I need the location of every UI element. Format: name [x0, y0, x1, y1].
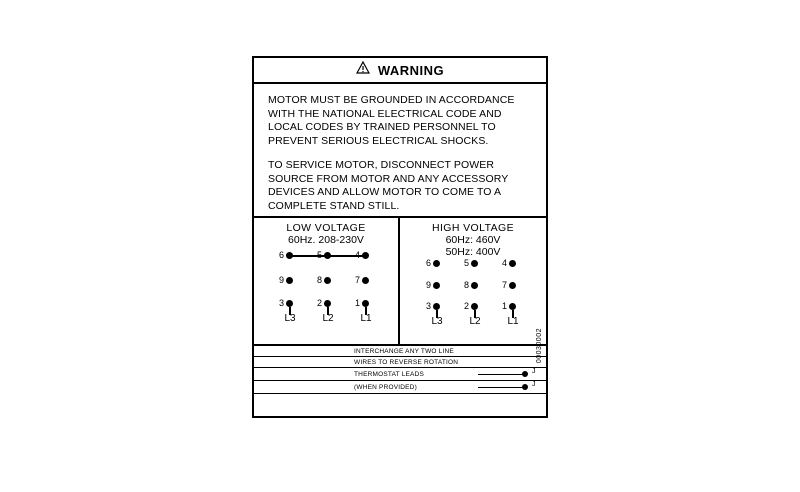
thermostat-lead-wire-2 [478, 383, 540, 391]
leg-label-l3: L3 [284, 313, 296, 324]
footer-note-3: THERMOSTAT LEADS [354, 370, 425, 378]
terminal-label-7: 7 [354, 275, 360, 285]
low-voltage-diagram [254, 218, 400, 344]
footer-note-row-3 [254, 368, 546, 381]
terminal-label-2: 2 [463, 301, 469, 311]
terminal-node-7 [509, 282, 516, 289]
high-voltage-subtitle-2: 50Hz: 400V [445, 246, 501, 258]
terminal-label-3: 3 [278, 298, 284, 308]
lead-line [478, 374, 526, 376]
terminal-node-5 [471, 260, 478, 267]
terminal-node-8 [324, 277, 331, 284]
terminal-label-9: 9 [278, 275, 284, 285]
terminal-node-4 [509, 260, 516, 267]
leg-label-l1: L1 [507, 316, 519, 327]
terminal-node-3 [433, 303, 440, 310]
terminal-node-2 [471, 303, 478, 310]
terminal-label-1: 1 [501, 301, 507, 311]
lead-terminal-dot [522, 371, 528, 377]
leg-label-l2: L2 [322, 313, 334, 324]
warning-paragraph-1: MOTOR MUST BE GROUNDED IN ACCORDANCE WITH THE NATIONAL ELECTRICAL CODE AND LOCAL CODES BY TRAINED PERSONNEL TO PREVENT SERIOUS ELECTRICAL SHOCKS. [268, 94, 515, 147]
terminal-node-6 [433, 260, 440, 267]
terminal-label-9: 9 [425, 280, 431, 290]
low-voltage-title-block [254, 222, 398, 246]
warning-triangle-icon [356, 61, 370, 79]
leg-label-l2: L2 [469, 316, 481, 327]
terminal-label-1: 1 [354, 298, 360, 308]
terminal-label-3: 3 [425, 301, 431, 311]
terminal-label-8: 8 [463, 280, 469, 290]
footer-note-row-2 [254, 357, 546, 368]
terminal-node-9 [286, 277, 293, 284]
lead-terminal-dot [522, 384, 528, 390]
terminal-label-5: 5 [463, 258, 469, 268]
lead-marker-label: J [532, 381, 536, 388]
warning-header [254, 58, 546, 84]
high-voltage-terminal-grid [413, 258, 533, 327]
terminal-label-5: 5 [316, 250, 322, 260]
warning-title: WARNING [377, 62, 445, 78]
high-voltage-subtitle: 60Hz: 460V [445, 234, 501, 246]
terminal-label-2: 2 [316, 298, 322, 308]
terminal-label-4: 4 [501, 258, 507, 268]
low-voltage-terminal-grid [266, 250, 386, 328]
motor-nameplate-label [252, 56, 548, 418]
terminal-label-6: 6 [425, 258, 431, 268]
footer-note-4: (WHEN PROVIDED) [354, 383, 417, 391]
high-voltage-title-block [400, 222, 546, 258]
footer-notes [254, 346, 546, 416]
footer-note-1: INTERCHANGE ANY TWO LINE [354, 347, 454, 355]
high-voltage-title: HIGH VOLTAGE [431, 222, 514, 234]
lead-marker-label: J [532, 368, 536, 375]
warning-paragraph-2: TO SERVICE MOTOR, DISCONNECT POWER SOURCE FROM MOTOR AND ANY ACCESSORY DEVICES AND ALLOW MOTOR TO COME TO A COMPLETE STAND STILL. [268, 159, 509, 212]
terminal-node-7 [362, 277, 369, 284]
terminal-node-6 [286, 252, 293, 259]
leg-label-l1: L1 [360, 313, 372, 324]
part-code-vertical: 00030002 [536, 328, 543, 364]
terminal-label-4: 4 [354, 250, 360, 260]
leg-label-l3: L3 [431, 316, 443, 327]
terminal-label-6: 6 [278, 250, 284, 260]
terminal-node-4 [362, 252, 369, 259]
terminal-node-2 [324, 300, 331, 307]
low-voltage-subtitle: 60Hz. 208-230V [288, 234, 364, 246]
footer-note-2: WIRES TO REVERSE ROTATION [354, 358, 459, 366]
terminal-label-7: 7 [501, 280, 507, 290]
warning-text-block [254, 84, 546, 218]
terminal-node-3 [286, 300, 293, 307]
low-voltage-title: LOW VOLTAGE [286, 222, 366, 234]
terminal-node-8 [471, 282, 478, 289]
lead-line [478, 387, 526, 389]
terminal-node-9 [433, 282, 440, 289]
terminal-node-1 [509, 303, 516, 310]
footer-note-row-1 [254, 346, 546, 357]
terminal-label-8: 8 [316, 275, 322, 285]
terminal-node-5 [324, 252, 331, 259]
terminal-node-1 [362, 300, 369, 307]
footer-note-row-4 [254, 381, 546, 394]
thermostat-lead-wire-1 [478, 370, 540, 378]
